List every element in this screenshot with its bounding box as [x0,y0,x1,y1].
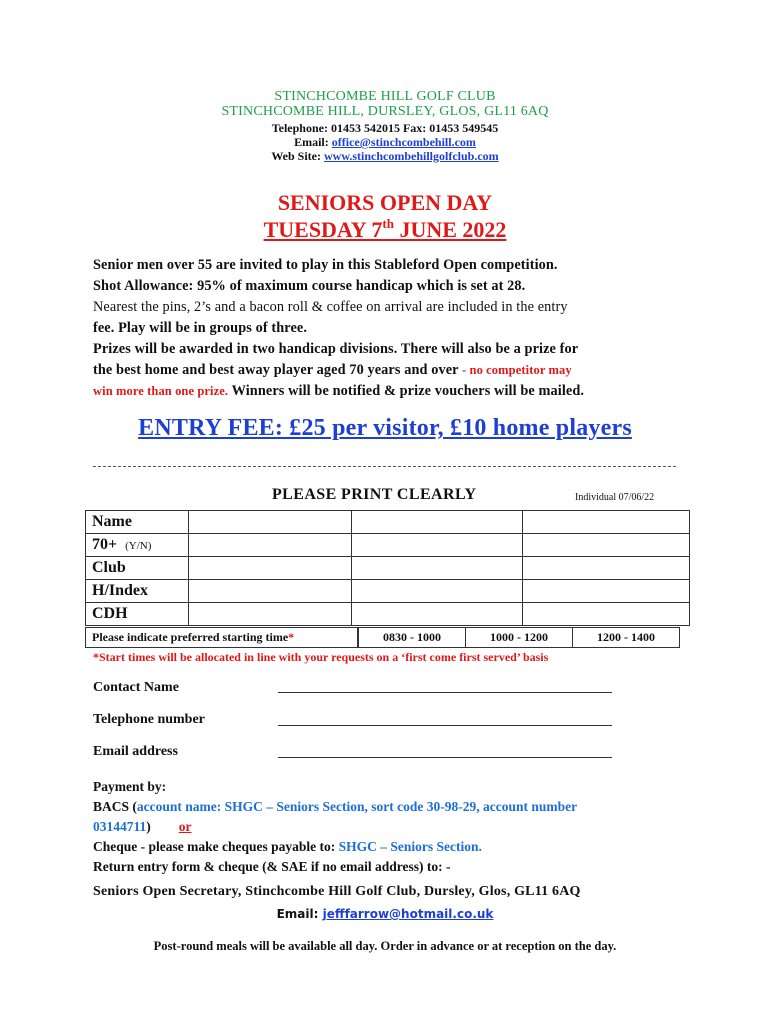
intro-line: Prizes will be awarded in two handicap divisions. There will also be a prize for [93,341,579,357]
player-1-cdh-cell[interactable] [189,603,352,626]
payment-heading: Payment by: [93,779,167,794]
start-times-note: *Start times will be allocated in line with your requests on a ‘first come first served’ basis [93,650,549,664]
telephone-number-field[interactable] [278,725,612,726]
preferred-time-label: Please indicate preferred starting time* [85,627,358,648]
player-3-club-cell[interactable] [523,557,690,580]
payment-or: or [178,819,192,834]
intro-line: Nearest the pins, 2’s and a bacon roll & coffee on arrival are included in the entry [93,299,568,315]
club-website-label: Web Site: [271,149,324,163]
intro-warning-text: - no competitor may [462,363,572,377]
telephone-number-label: Telephone number [93,712,205,727]
intro-text-span: Winners will be notified & prize vouchers will be mailed. [228,383,585,399]
player-1-handicap-cell[interactable] [189,580,352,603]
player-3-handicap-cell[interactable] [523,580,690,603]
club-email-label: Email: [294,135,332,149]
player-2-handicap-cell[interactable] [352,580,523,603]
secretary-email-label: Email: [276,907,323,921]
player-2-cdh-cell[interactable] [352,603,523,626]
table-row [86,557,690,580]
time-slot-1200[interactable]: 1200 - 1400 [572,627,680,648]
row-label-cdh: CDH [86,603,189,626]
event-date-sup: th [382,216,394,231]
player-3-70-plus-cell[interactable] [523,534,690,557]
time-slot-0830[interactable]: 0830 - 1000 [358,627,466,648]
bacs-details: account name: SHGC – Seniors Section, sort code 30-98-29, account number [136,799,578,814]
intro-line [93,360,693,381]
intro-line: fee. Play will be in groups of three. [93,320,308,336]
print-clearly-heading: PLEASE PRINT CLEARLY [272,486,477,503]
email-address-field[interactable] [278,757,612,758]
club-name: STINCHCOMBE HILL GOLF CLUB [274,89,496,104]
secretary-address: Seniors Open Secretary, Stinchcombe Hill Golf Club, Dursley, Glos, GL11 6AQ [93,884,581,899]
club-address: STINCHCOMBE HILL, DURSLEY, GLOS, GL11 6AQ [221,104,549,119]
row-label-club: Club [86,557,189,580]
club-website-line [0,149,770,164]
row-label-name: Name [86,511,189,534]
event-date-suffix: JUNE 2022 [393,217,507,242]
secretary-email-line [0,907,770,921]
row-label-handicap: H/Index [86,580,189,603]
intro-line: Shot Allowance: 95% of maximum course handicap which is set at 28. [93,278,526,294]
account-number: 03144711 [93,819,147,834]
player-2-70-plus-cell[interactable] [352,534,523,557]
payment-line: BACS (account name: SHGC – Seniors Section, sort code 30-98-29, account number [93,799,578,814]
contact-name-field[interactable] [278,692,612,693]
event-date-prefix: TUESDAY 7 [263,217,383,242]
return-instructions: Return entry form & cheque (& SAE if no email address) to: - [93,859,451,874]
player-1-club-cell[interactable] [189,557,352,580]
cheque-payee: SHGC – Seniors Section. [338,839,482,854]
player-1-name-cell[interactable] [189,511,352,534]
player-3-cdh-cell[interactable] [523,603,690,626]
contact-name-label: Contact Name [93,680,179,695]
club-email-line [0,135,770,150]
payment-line: 03144711) or [93,819,192,834]
row-label-70-plus: 70+ (Y/N) [86,534,189,557]
table-row [86,511,690,534]
player-3-name-cell[interactable] [523,511,690,534]
entry-table [85,510,690,626]
event-date [0,216,770,243]
payment-line: Cheque - please make cheques payable to: SHGC – Seniors Section. [93,839,482,854]
entry-fee-heading: ENTRY FEE: £25 per visitor, £10 home players [138,415,632,441]
cut-line-divider [93,466,676,467]
time-slot-1000[interactable]: 1000 - 1200 [465,627,573,648]
club-telephone: Telephone: 01453 542015 Fax: 01453 549545 [271,121,499,135]
meals-note: Post-round meals will be available all day. Order in advance or at reception on the day. [153,939,617,953]
table-row [86,580,690,603]
club-website-link[interactable]: www.stinchcombehillgolfclub.com [324,149,499,163]
intro-line [93,381,693,402]
player-1-70-plus-cell[interactable] [189,534,352,557]
intro-text-span: the best home and best away player aged 70 years and over [93,362,463,378]
form-version: Individual 07/06/22 [575,492,655,503]
intro-line: Senior men over 55 are invited to play in this Stableford Open competition. [93,257,558,273]
intro-text [93,255,693,402]
table-row [86,603,690,626]
player-2-club-cell[interactable] [352,557,523,580]
table-row [86,534,690,557]
intro-warning-text: win more than one prize. [93,384,229,398]
payment-section [93,777,693,877]
club-email-link[interactable]: office@stinchcombehill.com [331,135,476,149]
player-2-name-cell[interactable] [352,511,523,534]
event-title: SENIORS OPEN DAY [277,190,493,215]
secretary-email-link[interactable]: jefffarrow@hotmail.co.uk [322,907,494,921]
email-address-label: Email address [93,744,178,759]
